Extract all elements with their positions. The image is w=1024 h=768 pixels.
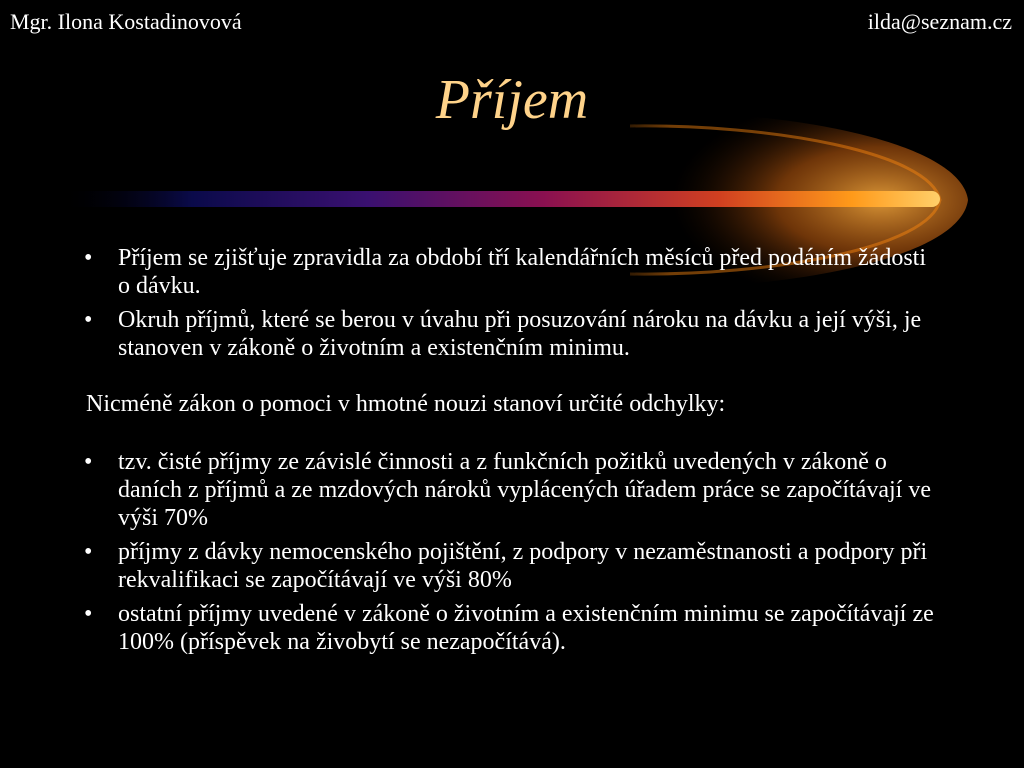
bullet-icon: • [84,601,93,627]
bullet-text: Okruh příjmů, které se berou v úvahu při posuzování nároku na dávku a její výši, je stanoven v zákoně o životním a existenčním minimu. [118,307,922,361]
author-email: ilda@seznam.cz [867,9,1012,34]
comet-streak [60,191,940,207]
bullet-item [74,600,934,656]
bullet-text: Příjem se zjišťuje zpravidla za období tří kalendářních měsíců před podáním žádosti o dávku. [118,245,927,299]
detail-bullet-list [74,448,934,656]
bullet-icon: • [84,539,93,565]
intro-bullet-list [74,244,934,362]
bullet-item [74,448,934,532]
bullet-icon: • [84,449,93,475]
bullet-text: tzv. čisté příjmy ze závislé činnosti a z funkčních požitků uvedených v zákoně o daních z příjmů a ze mzdových nároků vyplácených úřadem práce se započítávají ve výši 70% [118,449,931,531]
exception-note: Nicméně zákon o pomoci v hmotné nouzi stanoví určité odchylky: [86,391,726,417]
bullet-icon: • [84,245,93,271]
bullet-icon: • [84,307,93,333]
slide-content [74,244,934,662]
bullet-item [74,306,934,362]
bullet-item [74,538,934,594]
author-name: Mgr. Ilona Kostadinovová [10,9,242,34]
slide-title: Příjem [435,69,589,131]
bullet-text: ostatní příjmy uvedené v zákoně o životním a existenčním minimu se započítávají ze 100% (příspěvek na živobytí se nezapočítává). [118,601,934,655]
bullet-text: příjmy z dávky nemocenského pojištění, z podpory v nezaměstnanosti a podpory při rekvalifikaci se započítávají ve výši 80% [118,539,928,593]
bullet-item [74,244,934,300]
